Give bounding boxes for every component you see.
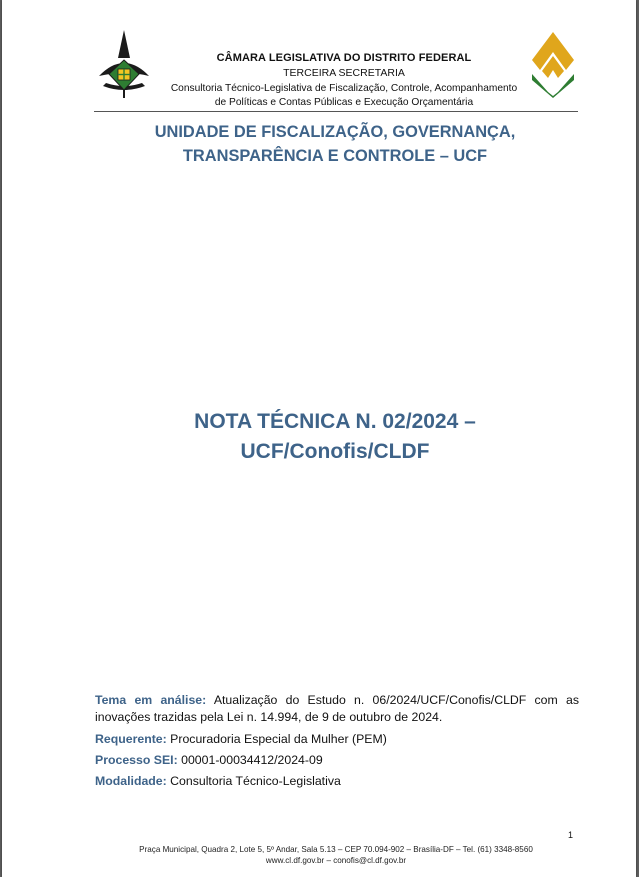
document-page [2, 0, 636, 877]
brasilia-coat-of-arms-icon [95, 28, 153, 100]
page-number: 1 [568, 830, 574, 840]
processo-value: 00001-00034412/2024-09 [181, 753, 323, 767]
footer [94, 844, 578, 866]
secretariat-name: TERCEIRA SECRETARIA [283, 67, 405, 79]
header-divider [94, 111, 578, 112]
tema-value: Atualização do Estudo n. 06/2024/UCF/Conofis/CLDF com as inovações trazidas pela Lei n. 14.994, de 9 de outubro de 2024. [95, 693, 579, 724]
meta-requerente [95, 731, 579, 748]
processo-label: Processo SEI: [95, 753, 178, 767]
requerente-value: Procuradoria Especial da Mulher (PEM) [170, 732, 387, 746]
document-title [92, 407, 578, 467]
meta-processo [95, 752, 579, 769]
organization-name: CÂMARA LEGISLATIVA DO DISTRITO FEDERAL [216, 52, 472, 64]
tema-label: Tema em análise: [95, 693, 207, 707]
unit-title [92, 120, 578, 168]
footer-address: Praça Municipal, Quadra 2, Lote 5, 5º Andar, Sala 5.13 – CEP 70.094-902 – Brasília-DF – Tel. (61) 3348-8560 [139, 845, 533, 854]
consultancy-name [152, 82, 536, 109]
document-title-line-2: UCF/Conofis/CLDF [240, 440, 430, 463]
meta-tema [95, 692, 579, 725]
unit-title-line-2: TRANSPARÊNCIA E CONTROLE – UCF [182, 147, 488, 165]
consultancy-line-1: Consultoria Técnico-Legislativa de Fiscalização, Controle, Acompanhamento [170, 83, 518, 94]
modalidade-label: Modalidade: [95, 774, 167, 788]
footer-web: www.cl.df.gov.br – conofis@cl.df.gov.br [265, 856, 407, 865]
document-title-line-1: NOTA TÉCNICA N. 02/2024 – [194, 410, 476, 433]
meta-modalidade [95, 773, 579, 790]
modalidade-value: Consultoria Técnico-Legislativa [170, 774, 341, 788]
cldf-emblem-icon [528, 30, 578, 98]
unit-title-line-1: UNIDADE DE FISCALIZAÇÃO, GOVERNANÇA, [154, 123, 516, 141]
requerente-label: Requerente: [95, 732, 167, 746]
consultancy-line-2: de Políticas e Contas Públicas e Execução Orçamentária [214, 96, 474, 108]
